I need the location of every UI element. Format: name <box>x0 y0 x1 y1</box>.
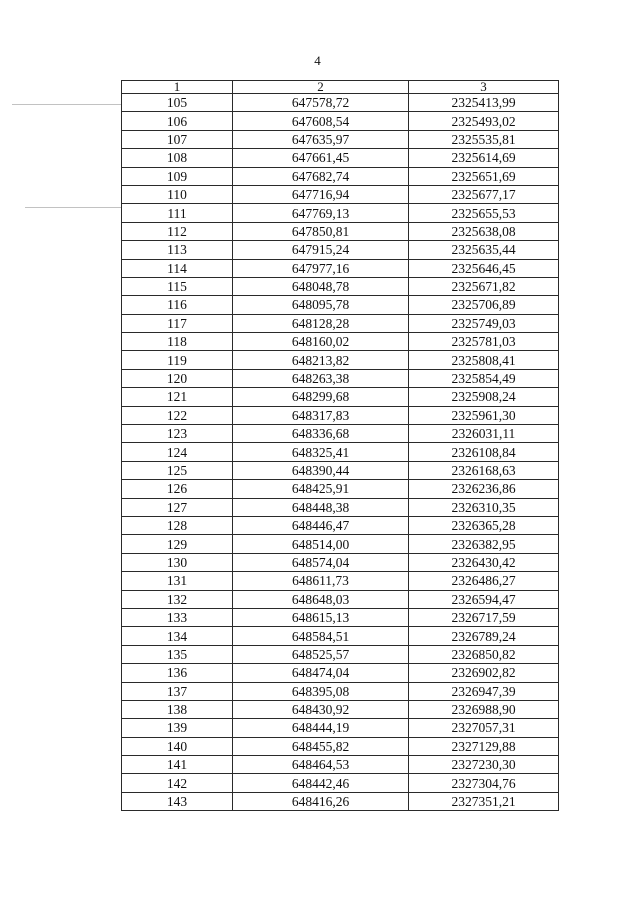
table-row <box>122 627 559 645</box>
point-number-cell: 111 <box>122 204 233 222</box>
y-coordinate-cell: 2325908,24 <box>409 388 559 406</box>
x-coordinate-cell: 648416,26 <box>233 792 409 810</box>
x-coordinate-cell: 648317,83 <box>233 406 409 424</box>
x-coordinate-cell: 648444,19 <box>233 719 409 737</box>
y-coordinate-cell: 2326717,59 <box>409 608 559 626</box>
point-number-cell: 129 <box>122 535 233 553</box>
table-row <box>122 167 559 185</box>
y-coordinate-cell: 2326594,47 <box>409 590 559 608</box>
x-coordinate-cell: 648584,51 <box>233 627 409 645</box>
y-coordinate-cell: 2325413,99 <box>409 94 559 112</box>
x-coordinate-cell: 647608,54 <box>233 112 409 130</box>
table-row <box>122 425 559 443</box>
x-coordinate-cell: 648514,00 <box>233 535 409 553</box>
point-number-cell: 108 <box>122 149 233 167</box>
y-coordinate-cell: 2325535,81 <box>409 130 559 148</box>
point-number-cell: 124 <box>122 443 233 461</box>
point-number-cell: 136 <box>122 664 233 682</box>
point-number-cell: 132 <box>122 590 233 608</box>
point-number-cell: 117 <box>122 314 233 332</box>
point-number-cell: 125 <box>122 461 233 479</box>
point-number-cell: 127 <box>122 498 233 516</box>
x-coordinate-cell: 647635,97 <box>233 130 409 148</box>
table-row <box>122 314 559 332</box>
scan-artifact-line <box>12 104 122 105</box>
x-coordinate-cell: 648611,73 <box>233 572 409 590</box>
point-number-cell: 105 <box>122 94 233 112</box>
y-coordinate-cell: 2325749,03 <box>409 314 559 332</box>
table-row <box>122 94 559 112</box>
table-row <box>122 498 559 516</box>
y-coordinate-cell: 2325781,03 <box>409 333 559 351</box>
point-number-cell: 112 <box>122 222 233 240</box>
table-row <box>122 756 559 774</box>
x-coordinate-cell: 648525,57 <box>233 645 409 663</box>
table-row <box>122 553 559 571</box>
table-row <box>122 737 559 755</box>
table-row <box>122 443 559 461</box>
table-row <box>122 480 559 498</box>
x-coordinate-cell: 648299,68 <box>233 388 409 406</box>
table-row <box>122 535 559 553</box>
point-number-cell: 118 <box>122 333 233 351</box>
column-header-point-number: 1 <box>122 81 233 94</box>
y-coordinate-cell: 2325961,30 <box>409 406 559 424</box>
table-row <box>122 204 559 222</box>
y-coordinate-cell: 2326382,95 <box>409 535 559 553</box>
y-coordinate-cell: 2325635,44 <box>409 241 559 259</box>
x-coordinate-cell: 647578,72 <box>233 94 409 112</box>
coordinates-table <box>121 80 559 811</box>
point-number-cell: 135 <box>122 645 233 663</box>
table-row <box>122 130 559 148</box>
x-coordinate-cell: 648425,91 <box>233 480 409 498</box>
x-coordinate-cell: 648395,08 <box>233 682 409 700</box>
y-coordinate-cell: 2326902,82 <box>409 664 559 682</box>
table-row <box>122 572 559 590</box>
point-number-cell: 113 <box>122 241 233 259</box>
x-coordinate-cell: 647769,13 <box>233 204 409 222</box>
y-coordinate-cell: 2325638,08 <box>409 222 559 240</box>
x-coordinate-cell: 648446,47 <box>233 516 409 534</box>
column-header-x-coordinate: 2 <box>233 81 409 94</box>
table-row <box>122 700 559 718</box>
point-number-cell: 139 <box>122 719 233 737</box>
y-coordinate-cell: 2326947,39 <box>409 682 559 700</box>
table-row <box>122 664 559 682</box>
x-coordinate-cell: 647850,81 <box>233 222 409 240</box>
table-row <box>122 185 559 203</box>
y-coordinate-cell: 2325677,17 <box>409 185 559 203</box>
table-row <box>122 259 559 277</box>
y-coordinate-cell: 2325614,69 <box>409 149 559 167</box>
point-number-cell: 128 <box>122 516 233 534</box>
x-coordinate-cell: 648336,68 <box>233 425 409 443</box>
point-number-cell: 107 <box>122 130 233 148</box>
x-coordinate-cell: 648464,53 <box>233 756 409 774</box>
x-coordinate-cell: 648128,28 <box>233 314 409 332</box>
y-coordinate-cell: 2325854,49 <box>409 369 559 387</box>
x-coordinate-cell: 648213,82 <box>233 351 409 369</box>
point-number-cell: 143 <box>122 792 233 810</box>
y-coordinate-cell: 2326789,24 <box>409 627 559 645</box>
table-row <box>122 277 559 295</box>
y-coordinate-cell: 2327351,21 <box>409 792 559 810</box>
table-row <box>122 296 559 314</box>
point-number-cell: 120 <box>122 369 233 387</box>
y-coordinate-cell: 2325808,41 <box>409 351 559 369</box>
table-header-row <box>122 81 559 94</box>
x-coordinate-cell: 647915,24 <box>233 241 409 259</box>
y-coordinate-cell: 2327129,88 <box>409 737 559 755</box>
y-coordinate-cell: 2327230,30 <box>409 756 559 774</box>
point-number-cell: 133 <box>122 608 233 626</box>
table-row <box>122 222 559 240</box>
table-row <box>122 388 559 406</box>
x-coordinate-cell: 647977,16 <box>233 259 409 277</box>
y-coordinate-cell: 2325651,69 <box>409 167 559 185</box>
y-coordinate-cell: 2326031,11 <box>409 425 559 443</box>
x-coordinate-cell: 648263,38 <box>233 369 409 387</box>
x-coordinate-cell: 648615,13 <box>233 608 409 626</box>
point-number-cell: 115 <box>122 277 233 295</box>
table-row <box>122 369 559 387</box>
point-number-cell: 126 <box>122 480 233 498</box>
y-coordinate-cell: 2325493,02 <box>409 112 559 130</box>
x-coordinate-cell: 648648,03 <box>233 590 409 608</box>
x-coordinate-cell: 647716,94 <box>233 185 409 203</box>
y-coordinate-cell: 2326108,84 <box>409 443 559 461</box>
y-coordinate-cell: 2326365,28 <box>409 516 559 534</box>
table-row <box>122 351 559 369</box>
x-coordinate-cell: 648390,44 <box>233 461 409 479</box>
point-number-cell: 134 <box>122 627 233 645</box>
x-coordinate-cell: 648574,04 <box>233 553 409 571</box>
y-coordinate-cell: 2326850,82 <box>409 645 559 663</box>
y-coordinate-cell: 2325671,82 <box>409 277 559 295</box>
column-header-y-coordinate: 3 <box>409 81 559 94</box>
x-coordinate-cell: 647661,45 <box>233 149 409 167</box>
y-coordinate-cell: 2325646,45 <box>409 259 559 277</box>
x-coordinate-cell: 648430,92 <box>233 700 409 718</box>
point-number-cell: 123 <box>122 425 233 443</box>
y-coordinate-cell: 2326310,35 <box>409 498 559 516</box>
y-coordinate-cell: 2326486,27 <box>409 572 559 590</box>
table-row <box>122 590 559 608</box>
table-row <box>122 112 559 130</box>
y-coordinate-cell: 2327057,31 <box>409 719 559 737</box>
table-row <box>122 241 559 259</box>
table-body <box>122 94 559 811</box>
x-coordinate-cell: 648455,82 <box>233 737 409 755</box>
point-number-cell: 116 <box>122 296 233 314</box>
point-number-cell: 109 <box>122 167 233 185</box>
point-number-cell: 106 <box>122 112 233 130</box>
table-row <box>122 792 559 810</box>
y-coordinate-cell: 2326168,63 <box>409 461 559 479</box>
x-coordinate-cell: 648048,78 <box>233 277 409 295</box>
y-coordinate-cell: 2326988,90 <box>409 700 559 718</box>
table-row <box>122 719 559 737</box>
point-number-cell: 140 <box>122 737 233 755</box>
x-coordinate-cell: 647682,74 <box>233 167 409 185</box>
table-row <box>122 406 559 424</box>
point-number-cell: 121 <box>122 388 233 406</box>
x-coordinate-cell: 648095,78 <box>233 296 409 314</box>
table-row <box>122 461 559 479</box>
table-row <box>122 608 559 626</box>
y-coordinate-cell: 2325706,89 <box>409 296 559 314</box>
point-number-cell: 122 <box>122 406 233 424</box>
x-coordinate-cell: 648474,04 <box>233 664 409 682</box>
x-coordinate-cell: 648448,38 <box>233 498 409 516</box>
y-coordinate-cell: 2327304,76 <box>409 774 559 792</box>
table-row <box>122 516 559 534</box>
table-row <box>122 682 559 700</box>
point-number-cell: 131 <box>122 572 233 590</box>
table-row <box>122 149 559 167</box>
table-row <box>122 645 559 663</box>
y-coordinate-cell: 2326236,86 <box>409 480 559 498</box>
x-coordinate-cell: 648442,46 <box>233 774 409 792</box>
point-number-cell: 137 <box>122 682 233 700</box>
point-number-cell: 130 <box>122 553 233 571</box>
point-number-cell: 119 <box>122 351 233 369</box>
y-coordinate-cell: 2326430,42 <box>409 553 559 571</box>
scan-artifact-line <box>25 207 121 208</box>
point-number-cell: 141 <box>122 756 233 774</box>
table-row <box>122 333 559 351</box>
x-coordinate-cell: 648325,41 <box>233 443 409 461</box>
page-number: 4 <box>314 53 321 68</box>
point-number-cell: 110 <box>122 185 233 203</box>
point-number-cell: 114 <box>122 259 233 277</box>
point-number-cell: 142 <box>122 774 233 792</box>
y-coordinate-cell: 2325655,53 <box>409 204 559 222</box>
table-row <box>122 774 559 792</box>
point-number-cell: 138 <box>122 700 233 718</box>
x-coordinate-cell: 648160,02 <box>233 333 409 351</box>
